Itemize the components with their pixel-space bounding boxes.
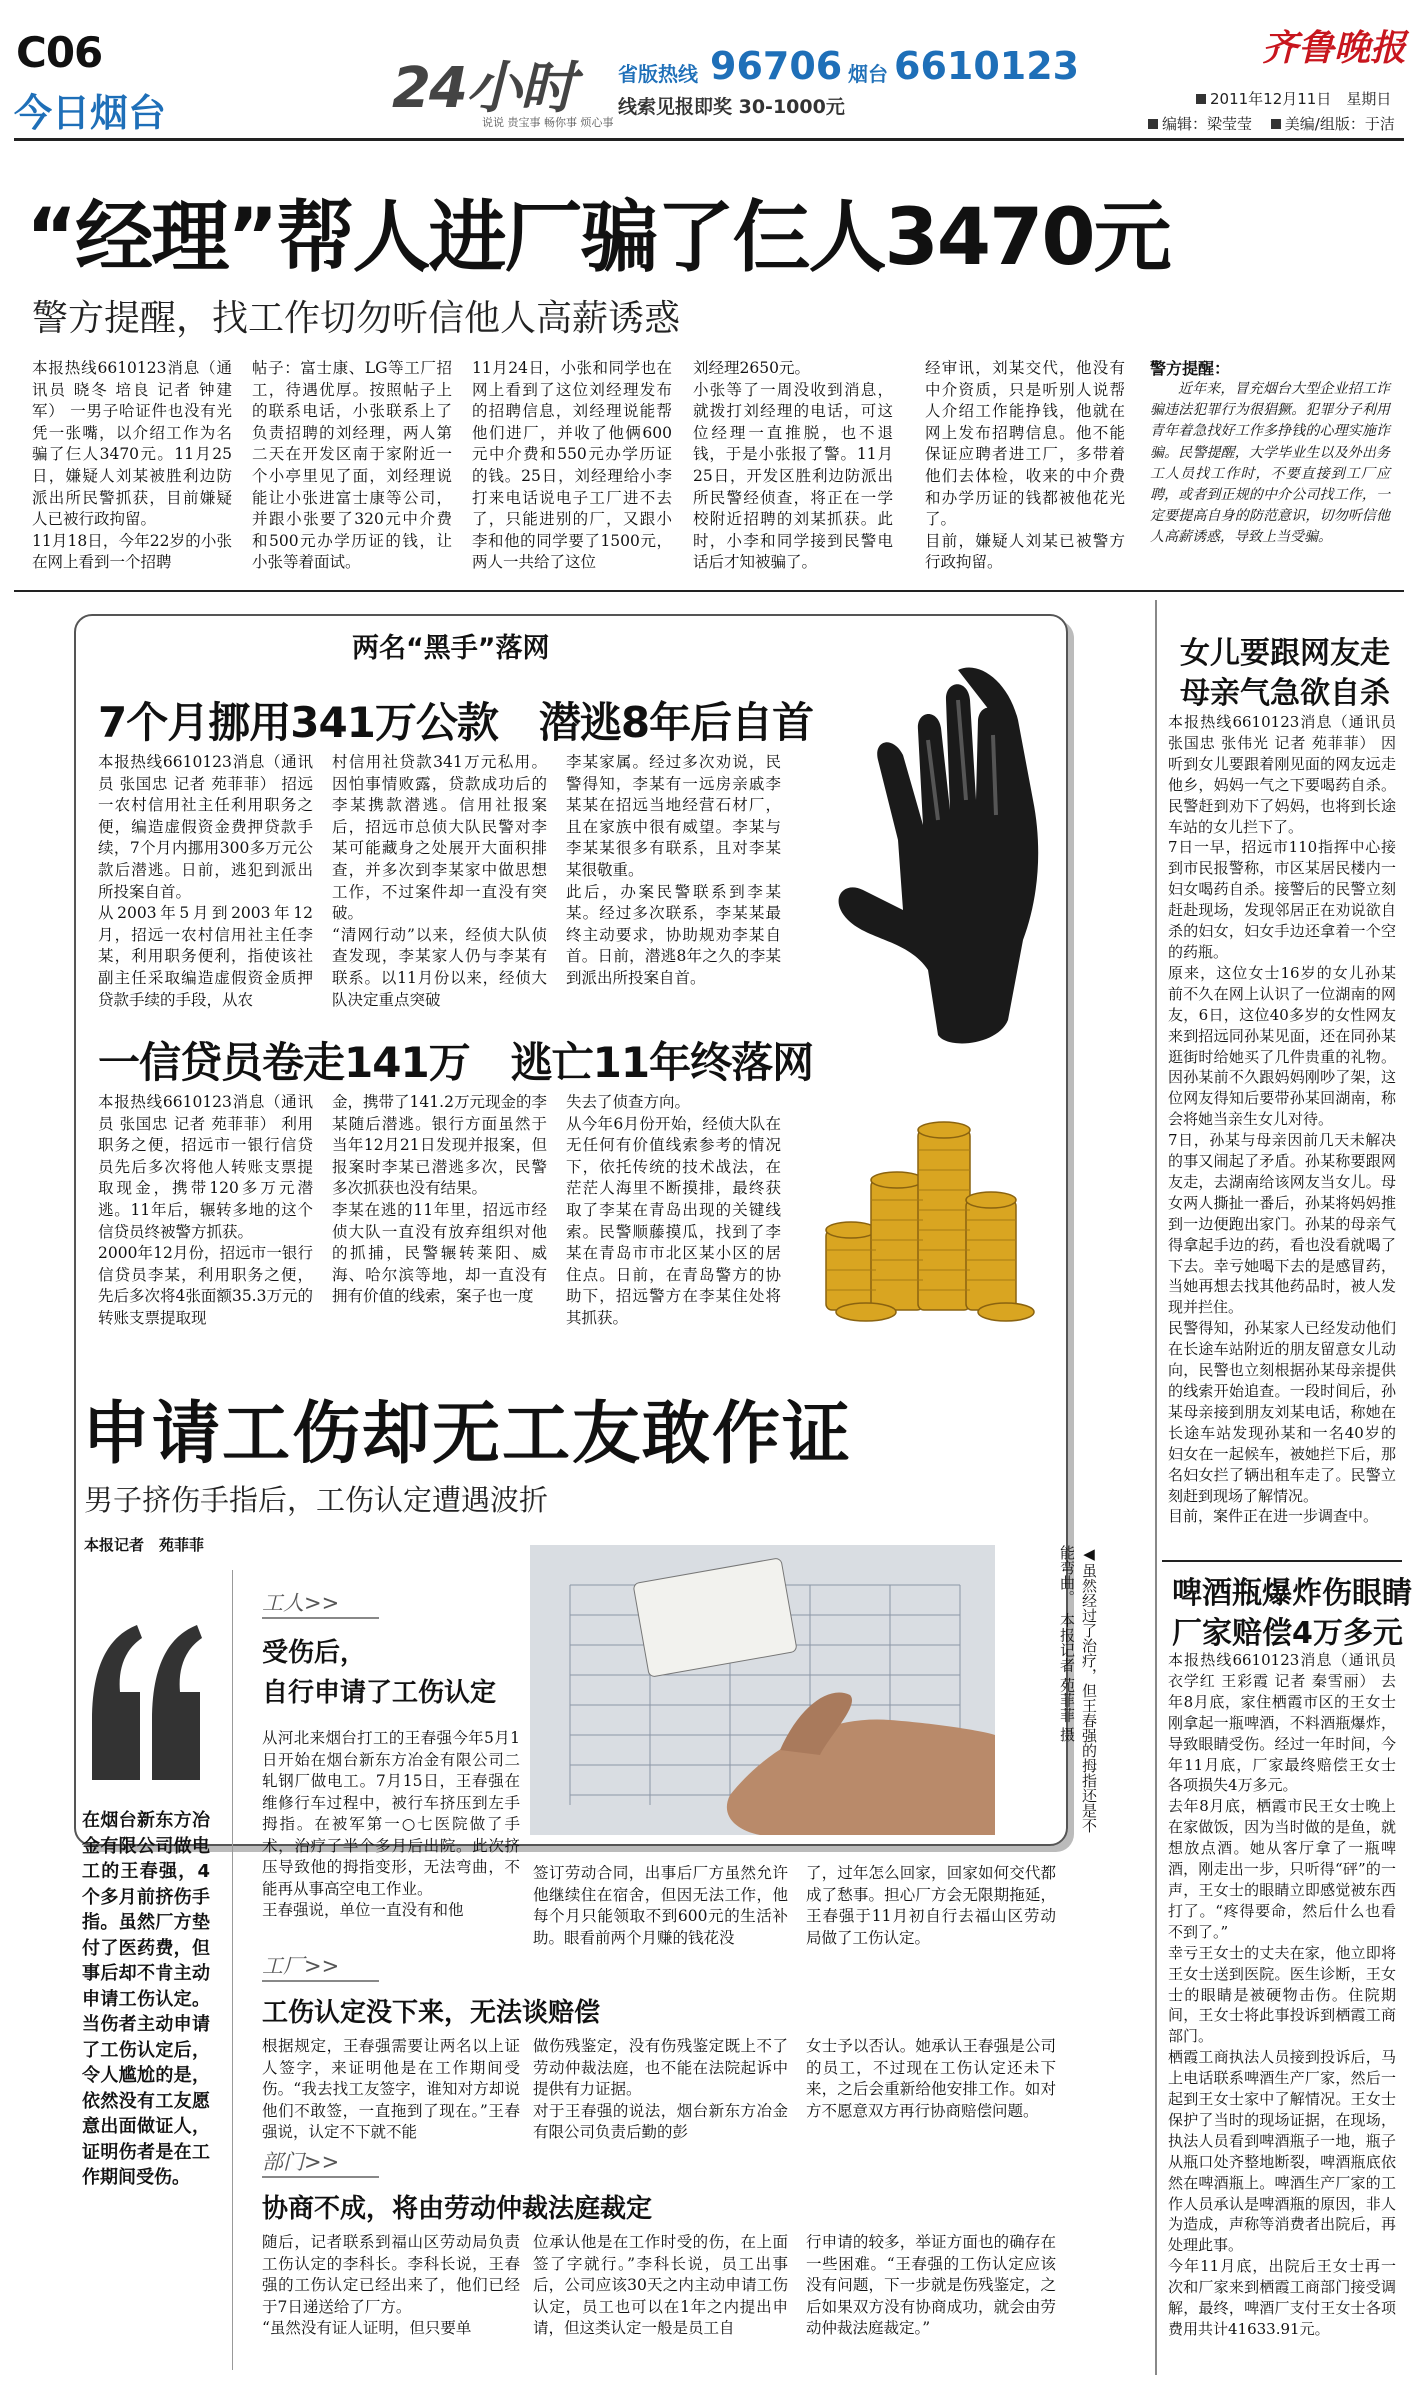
side2-rule [1162, 1560, 1402, 1562]
section1-heading-2: 自行申请了工伤认定 [262, 1678, 497, 1708]
section1-col-3: 了，过年怎么回家，回家如何交代都成了愁事。担心厂方会无限期拖延，王春强于11月初自行去福山区劳动局做了工伤认定。 [806, 1864, 1056, 1947]
story1-col-1: 本报热线6610123消息（通讯员 张国忠 记者 苑菲菲） 招远一农村信用社主任利用职务之便，编造虚假资金费押贷款手续，7个月内挪用300多万元公款后潜逃。日前，逃犯到派出所投案自首。 从2003年5月到2003年12月，招远一农村信用社主任李某，利用职务便利，指使该社副主任采取编造虚假资金质押贷款手续的手段，从农 [98, 753, 313, 1009]
reward-note: 线索见报即奖 30-1000元 [618, 96, 845, 118]
black-glove-image [808, 640, 1053, 1050]
section2-col-1: 根据规定，王春强需要让两名以上证人签字，来证明他是在工作期间受伤。“我去找工友签字，谁知对方却说他们不敢签，一直拖到了现在。”王春强说，认定不下就不能 [262, 2037, 520, 2141]
brand-block [392, 44, 1080, 134]
issue-date-text: 2011年12月11日 星期日 [1210, 90, 1392, 108]
brand-tagline: 说说 贵宝事 畅你事 烦心事 [482, 116, 614, 129]
side1-headline-1: 女儿要跟网友走 [1180, 636, 1390, 671]
criminals-box-label: 两名“黑手”落网 [340, 626, 562, 665]
section1-col-1: 从河北来烟台打工的王春强今年5月1日开始在烟台新东方冶金有限公司二轧钢厂做电工。7月15日，王春强在维修行车过程中，被行车挤压到左手拇指。在被军第一○七医院做了手术，治疗了半个多月后出院。此次挤压导致他的拇指变形，无法弯曲，不能再从事高空电工作业。 王春强说，单位一直没有和他 [262, 1729, 520, 1919]
quote-divider [232, 1570, 233, 2370]
hotline-label: 省版热线 [618, 62, 698, 86]
brand-24h: 24小时 [392, 56, 574, 121]
section-name: 今日烟台 [14, 91, 167, 135]
section-tag-worker: 工人>> [262, 1587, 379, 1619]
date-marker-icon [1196, 94, 1206, 104]
section-tag-factory: 工厂>> [262, 1950, 379, 1982]
feature-byline: 本报记者 苑菲菲 [84, 1536, 205, 1554]
story2-headline: 一信贷员卷走141万 逃亡11年终落网 [98, 1038, 814, 1087]
gold-coins-image [806, 1090, 1046, 1330]
story2-col-2: 金，携带了141.2万元现金的李某随后潜逃。银行方面虽然于当年12月21日发现并报案，但报案时李某已潜逃多次，民警多次抓获也没有结果。 李某在逃的11年里，招远市经侦大队一直没有放弃组织对他的抓捕，民警辗转莱阳、威海、哈尔滨等地，却一直没有拥有价值的线索，案子也一度 [332, 1093, 547, 1306]
police-tip-text: 近年来，冒充烟台大型企业招工诈骗违法犯罪行为很猖獗。犯罪分子利用青年着急找好工作多挣钱的心理实施诈骗。民警提醒，大学毕业生以及外出务工人员找工作时，不要直接到工厂应聘，或者到正规的中介公司找工作，一定要提高自身的防范意识，切勿听信他人高薪诱惑，导致上当受骗。 [1150, 381, 1390, 546]
lead-subtitle: 警方提醒，找工作切勿听信他人高薪诱惑 [32, 298, 681, 339]
police-tip [1150, 356, 1390, 549]
section-tag-department: 部门>> [262, 2146, 379, 2178]
section1-heading-1: 受伤后， [262, 1638, 367, 1668]
lead-col-2: 帖子：富士康、LG等工厂招工，待遇优厚。按照帖子上的联系电话，小张联系上了负责招聘的刘经理，两人第二天在开发区南于家附近一个小亭里见了面，刘经理说能让小张进富士康等公司，并跟小张要了320元中介费和500元办学历证的钱，让小张等着面试。 [252, 359, 452, 572]
editor-marker-icon [1148, 119, 1158, 129]
side1-body: 本报热线6610123消息（通讯员 张国忠 张伟光 记者 苑菲菲） 因听到女儿要跟着刚见面的网友远走他乡，妈妈一气之下要喝药自杀。民警赶到劝下了妈妈，也将到长途车站的女儿拦下了。 7日一早，招远市110指挥中心接到市民报警称，市区某居民楼内一妇女喝药自杀。接警后的民警立刻赶赴现场，发现邻居正在劝说欲自杀的妇女，妇女手边还拿着一个空的药瓶。 原来，这位女士16岁的女儿孙某前不久在网上认识了一位湖南的网友，6日，这位40多岁的女性网友来到招远同孙某见面，还在同孙某逛街时给她买了几件贵重的礼物。因孙某前不久跟妈妈刚吵了架，这位网友得知后要带孙某回湖南，称会将她当亲生女儿对待。 7日，孙某与母亲因前几天未解决的事又闹起了矛盾。孙某称要跟网友走，去湖南给该网友当女儿。母女两人撕扯一番后，孙某将妈妈推到一边便跑出家门。孙某的母亲气得拿起手边的药，看也没看就喝了下去。幸亏她喝下去的是感冒药，当她再想去找其他药品时，被人发现并拦住。 民警得知，孙某家人已经发动他们在长途车站附近的朋友留意女儿动向，民警也立刻根据孙某母亲提供的线索开始追查。一段时间后，孙某母亲接到朋友刘某电话，称她在长途车站发现孙某和一名40岁的妇女在一起候车，被她拦下后，那名妇女拦了辆出租车走了。民警立刻赶到现场了解情况。 目前，案件正在进一步调查中。 [1168, 713, 1396, 1526]
story2-col-3: 失去了侦查方向。 从今年6月份开始，经侦大队在无任何有价值线索参考的情况下，依托传统的技术战法，在茫茫人海里不断摸排，最终获取了李某在青岛出现的关键线索。民警顺藤摸瓜，找到了李某在青岛市市北区某小区的居住点。日前，在青岛警方的协助下，招远警方在李某住处将其抓获。 [566, 1093, 781, 1327]
editor-credits [1148, 113, 1395, 134]
sidebar-divider [1155, 600, 1157, 2375]
section3-col-3: 行申请的较多，举证方面也的确存在一些困难。“王春强的工伤认定应该没有问题，下一步就是伤残鉴定，之后如果双方没有协商成功，就会由劳动仲裁法庭裁定。” [806, 2233, 1056, 2337]
feature-subtitle: 男子挤伤手指后，工伤认定遭遇波折 [84, 1483, 549, 1517]
side2-headline-1: 啤酒瓶爆炸伤眼睛 [1172, 1576, 1412, 1611]
feature-pull-quote: 在烟台新东方冶金有限公司做电工的王春强，4个多月前挤伤手指。虽然厂方垫付了医药费，但事后却不肯主动申请工伤认定。当伤者主动申请了工伤认定后，令人尴尬的是，依然没有工友愿意出面做证人，证明伤者是在工作期间受伤。 [82, 1810, 210, 2188]
lead-headline: “经理”帮人进厂骗了仨人3470元 [26, 193, 1170, 283]
editor-text: 编辑：梁莹莹 [1162, 115, 1253, 133]
page-number: C06 [16, 28, 103, 77]
story1-col-2: 村信用社贷款341万元私用。因怕事情败露，贷款成功后的李某携款潜逃。信用社报案后，招远市总侦大队民警对李某可能藏身之处展开大面积排查，并多次到李某家中做思想工作，不过案件却一直没有突破。 “清网行动”以来，经侦大队侦查发现，李某家人仍与李某有联系。以11月份以来，经侦大队决定重点突破 [332, 753, 547, 1009]
section3-heading: 协商不成，将由劳动仲裁法庭裁定 [262, 2194, 653, 2224]
section2-col-2: 做伤残鉴定，没有伤残鉴定既上不了劳动仲裁法庭，也不能在法院起诉中提供有力证据。 对于王春强的说法，烟台新东方冶金有限公司负责后勤的彭 [533, 2037, 788, 2141]
story2-col-1: 本报热线6610123消息（通讯员 张国忠 记者 苑菲菲） 利用职务之便，招远市一银行信贷员先后多次将他人转账支票提取现金，携带120多万元潜逃。11年后，辗转多地的这个信贷员终被警方抓获。 2000年12月份，招远市一银行信贷员李某，利用职务之便，先后多次将4张面额35.3万元的转账支票提取现 [98, 1093, 313, 1327]
glove-shape [839, 667, 1039, 1043]
issue-date [1196, 88, 1391, 109]
section3-col-1: 随后，记者联系到福山区劳动局负责工伤认定的李科长。李科长说，王春强的工伤认定已经出来了，他们已经于7日递送给了厂方。 “虽然没有证人证明，但只要单 [262, 2233, 520, 2337]
designer-text: 美编/组版：于洁 [1284, 115, 1395, 133]
hotline-number: 96706 [710, 44, 843, 88]
quote-mark-icon [82, 1620, 212, 1790]
lead-col-4: 刘经理2650元。 小张等了一周没收到消息，就拨打刘经理的电话，可这位经理一直推脱，也不退钱，于是小张报了警。11月25日，开发区胜利边防派出所民警经侦查，将正在一学校附近招聘的刘某抓获。此时，小李和同学接到民警电话后才知被骗了。 [693, 359, 893, 572]
newspaper-logo: 齐鲁晚报 [1262, 28, 1407, 69]
story1-col-3: 李某家属。经过多次劝说，民警得知，李某有一远房亲戚李某某在招远当地经营石材厂，且在家族中很有威望。李某与李某某很多有联系，且对李某某很敬重。 此后，办案民警联系到李某某。经过多次联系，李某某最终主动要求，协助规劝李某自首。日前，潜逃8年之久的李某到派出所投案自首。 [566, 753, 781, 987]
side2-body: 本报热线6610123消息（通讯员 衣学红 王彩霞 记者 秦雪丽） 去年8月底，家住栖霞市区的王女士刚拿起一瓶啤酒，不料酒瓶爆炸，导致眼睛受伤。经过一年时间，今年11月底，厂家最终赔偿王女士各项损失4万多元。 去年8月底，栖霞市民王女士晚上在家做饭，因为当时做的是鱼，就想放点酒。她从客厅拿了一瓶啤酒，刚走出一步，只听得“砰”的一声，王女士的眼睛立即感觉被东西打了。“疼得要命，然后什么也看不到了。” 幸亏王女士的丈夫在家，他立即将王女士送到医院。医生诊断，王女士的眼睛是被硬物击伤。住院期间，王女士将此事投诉到栖霞工商部门。 栖霞工商执法人员接到投诉后，马上电话联系啤酒生产厂家，然后一起到王女士家中了解情况。王女士保护了当时的现场证据，在现场，执法人员看到啤酒瓶子一地，瓶子从瓶口处齐整地断裂，啤酒瓶底依然在啤酒瓶上。啤酒生产厂家的工作人员承认是啤酒瓶的原因，非人为造成，声称等消费者出院后，再处理此事。 今年11月底，出院后王女士再一次和厂家来到栖霞工商部门接受调解，最终，啤酒厂支付王女士各项费用共计41633.91元。 [1168, 1651, 1396, 2338]
yantai-label: 烟台 [848, 62, 888, 86]
lead-bottom-rule [14, 590, 1404, 592]
yantai-number: 6610123 [894, 44, 1080, 88]
side1-headline-2: 母亲气急欲自杀 [1180, 676, 1390, 711]
lead-col-5: 经审讯，刘某交代，他没有中介资质，只是听别人说帮人介绍工作能挣钱，他就在网上发布招聘信息。他不能保证应聘者进工厂，多带着他们去体检，收来的中介费和办学历证的钱都被他花光了。 目前，嫌疑人刘某已被警方行政拘留。 [925, 359, 1125, 572]
section3-col-2: 位承认他是在工作时受的伤，在上面签了字就行。”李科长说，员工出事后，公司应该30天之内主动申请工伤认定，员工也可以在1年之内提出申请，但这类认定一般是员工自 [533, 2233, 788, 2337]
section2-col-3: 女士予以否认。她承认王春强是公司的员工，不过现在工伤认定还未下来，之后会重新给他安排工作。如对方不愿意双方再行协商赔偿问题。 [806, 2037, 1056, 2120]
designer-marker-icon [1271, 119, 1281, 129]
photo-caption: ◀虽然经过了治疗，但王春强的拇指还是不能弯曲。 本报记者 苑菲菲 摄 [1058, 1545, 1098, 1833]
police-tip-title: 警方提醒： [1150, 359, 1231, 378]
injured-hand-photo [530, 1545, 995, 1835]
masthead-rule [14, 138, 1404, 141]
lead-col-3: 11月24日，小张和同学也在网上看到了这位刘经理发布的招聘信息，刘经理说能帮他们进厂，并收了他俩600元中介费和550元办学历证的钱。25日，刘经理给小李打来电话说电子工厂进不去了，只能进别的厂，又跟小李和他的同学要了1500元，两人一共给了这位 [472, 359, 672, 572]
section2-heading: 工伤认定没下来，无法谈赔偿 [262, 1998, 601, 2028]
feature-headline: 申请工伤却无工友敢作证 [82, 1395, 853, 1474]
side2-headline-2: 厂家赔偿4万多元 [1172, 1616, 1403, 1651]
coin-stacks [826, 1122, 1034, 1321]
lead-col-1: 本报热线6610123消息（通讯员 晓冬 培良 记者 钟建军） 一男子哈证件也没有光凭一张嘴，以介绍工作为名骗了仨人3470元。11月25日，嫌疑人刘某被胜利边防派出所民警抓获，目前嫌疑人已被行政拘留。 11月18日，今年22岁的小张在网上看到一个招聘 [32, 359, 232, 572]
story1-headline: 7个月挪用341万公款 潜逃8年后自首 [98, 698, 814, 747]
section1-col-2: 签订劳动合同，出事后厂方虽然允许他继续住在宿舍，但因无法工作，他每个月只能领取不到600元的生活补助。眼看前两个月赚的钱花没 [533, 1864, 788, 1947]
